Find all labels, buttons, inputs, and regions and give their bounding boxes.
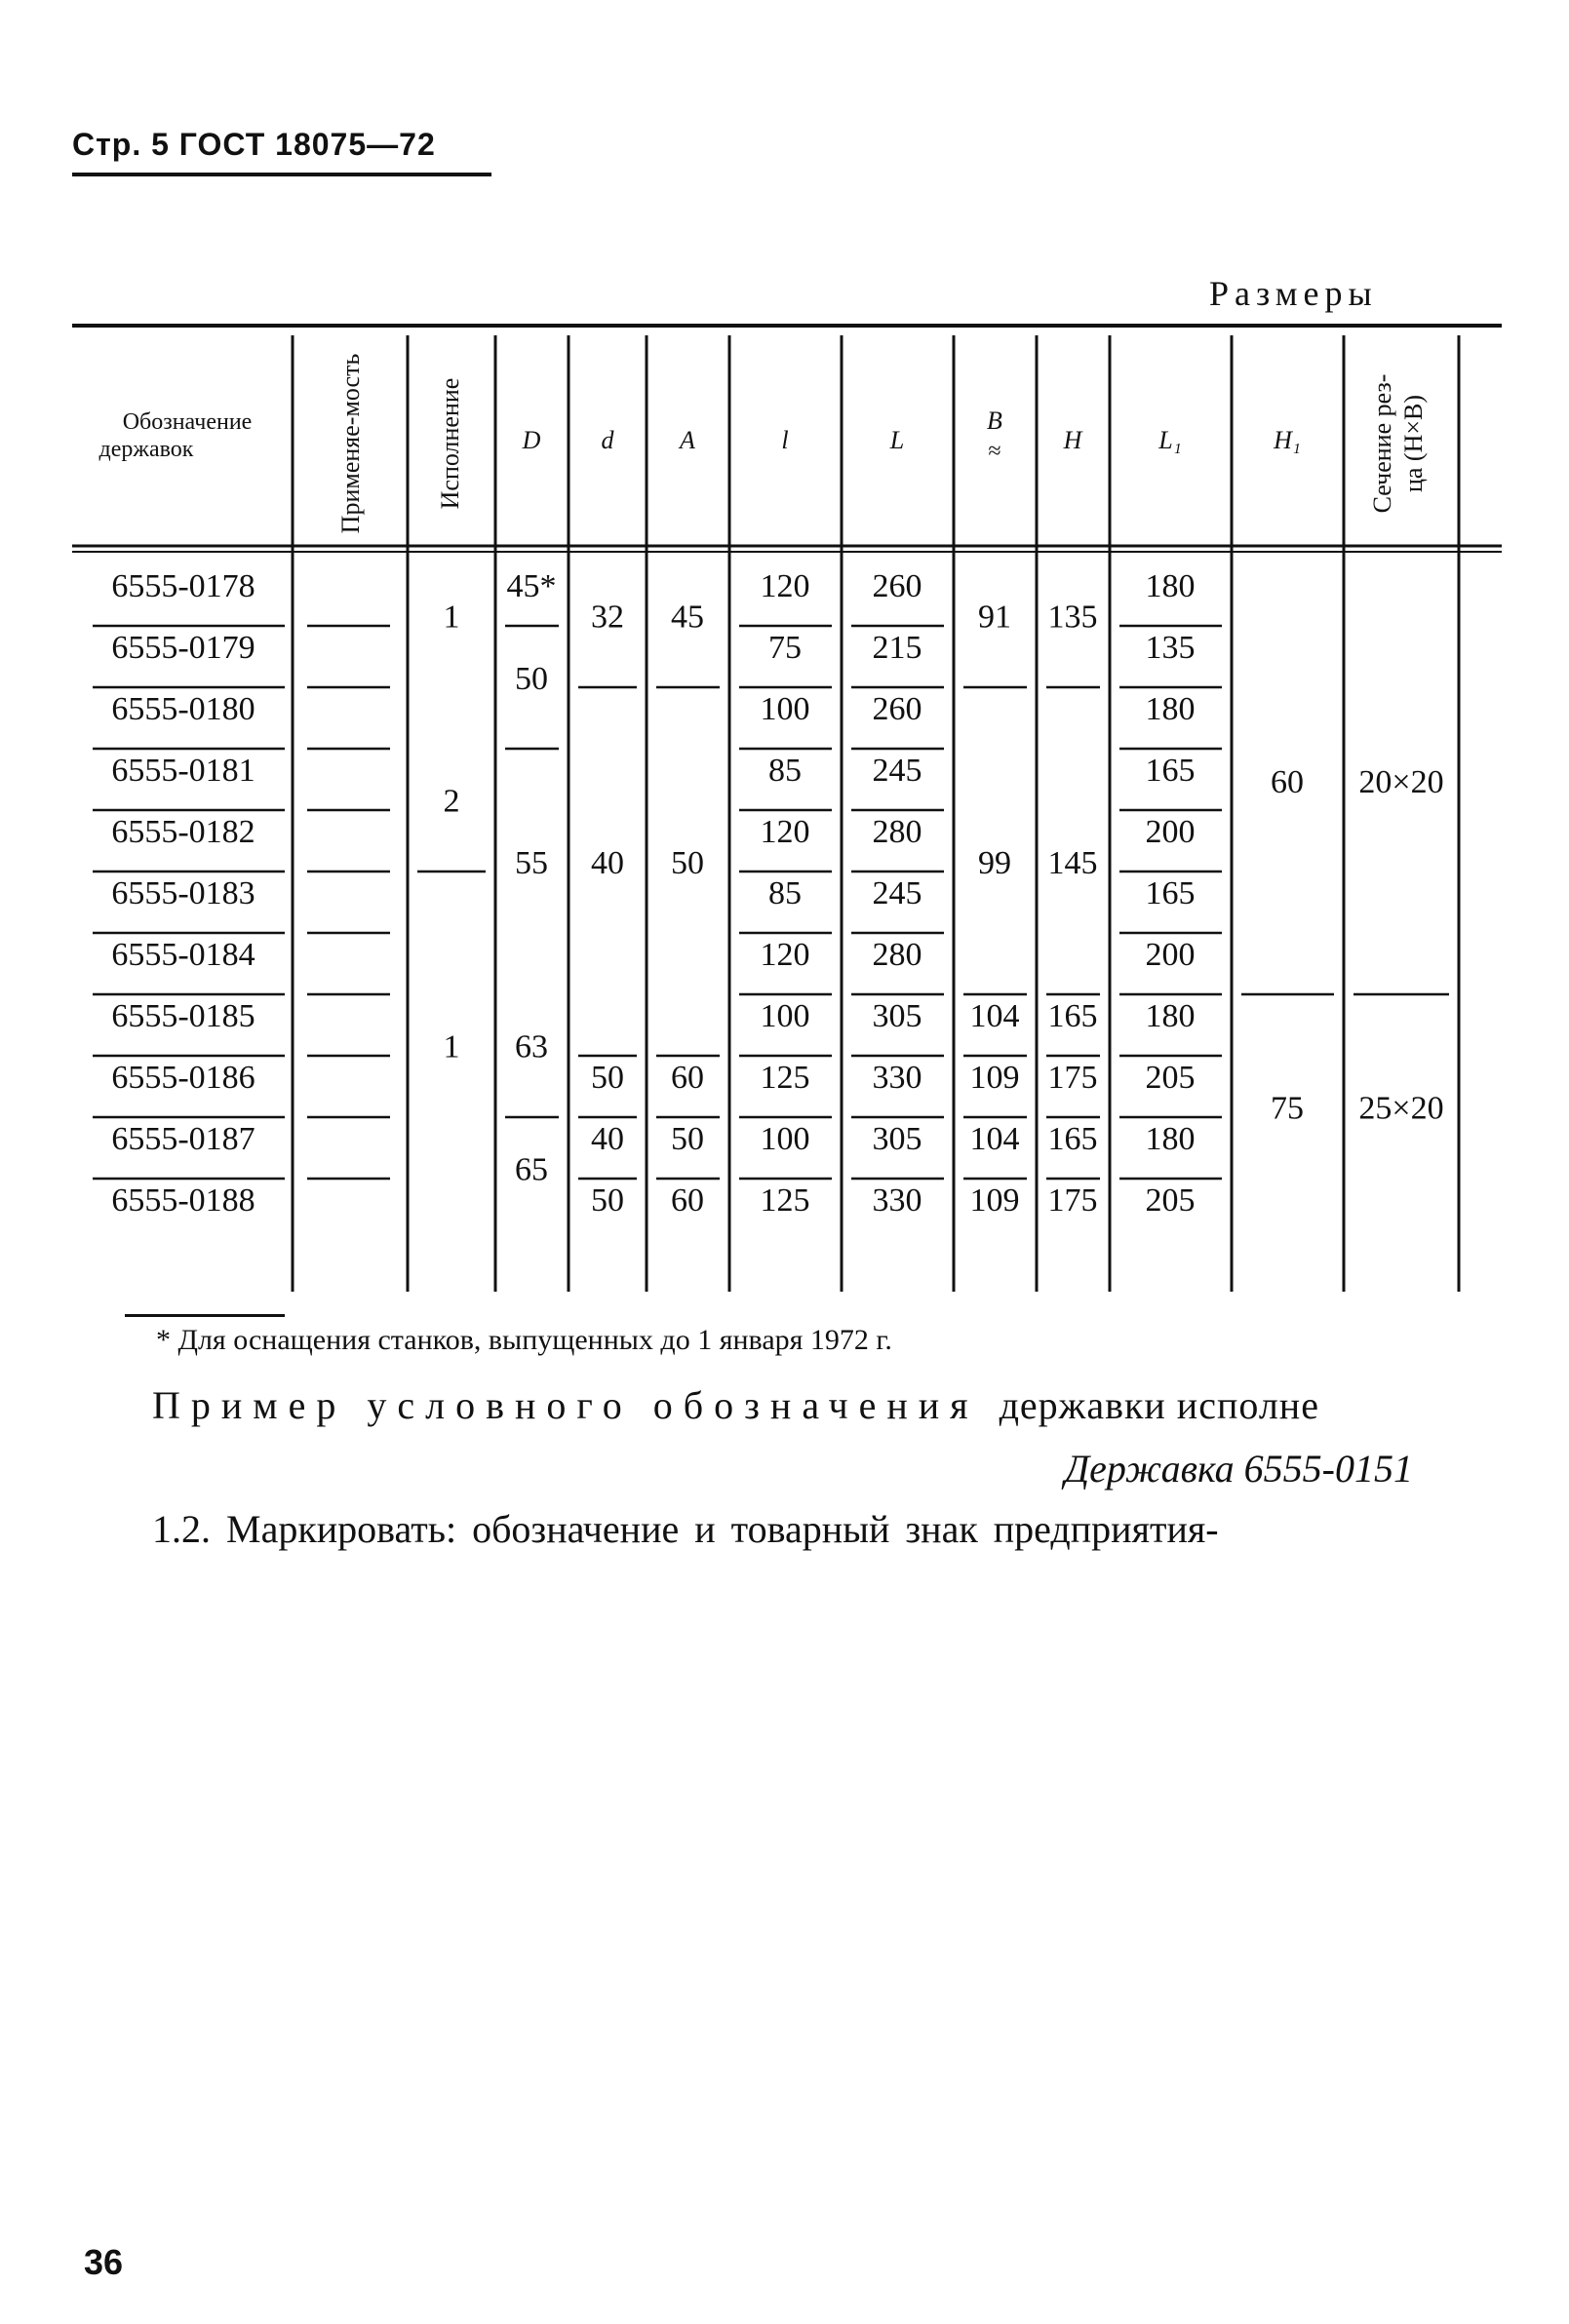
- col-H1-header: H₁: [1274, 426, 1301, 454]
- L1-cell: 200: [1145, 814, 1196, 850]
- B-cell: 109: [969, 1060, 1020, 1096]
- L1-cell: 205: [1145, 1182, 1196, 1219]
- col-D-header: D: [522, 426, 541, 454]
- B-cell: 91: [978, 599, 1011, 636]
- H-cell: 165: [1047, 998, 1098, 1034]
- designation-cell: 6555-0185: [111, 998, 255, 1034]
- col-d-header: d: [601, 426, 614, 454]
- D-cell: 45*: [506, 568, 557, 604]
- designation-cell: 6555-0188: [111, 1182, 255, 1219]
- L1-cell: 180: [1145, 691, 1196, 727]
- d-cell: 50: [591, 1182, 624, 1219]
- section-cell: 25×20: [1358, 1090, 1444, 1127]
- L1-cell: 165: [1145, 753, 1196, 789]
- designation-cell: 6555-0180: [111, 691, 255, 727]
- L-cell: 215: [872, 630, 922, 666]
- L-cell: 260: [872, 568, 922, 604]
- L-cell: 245: [872, 753, 922, 789]
- designation-cell: 6555-0186: [111, 1060, 255, 1096]
- L1-cell: 180: [1145, 1121, 1196, 1157]
- A-cell: 60: [671, 1060, 704, 1096]
- H-cell: 145: [1047, 845, 1098, 881]
- H1-cell: 60: [1271, 764, 1304, 800]
- designation-cell: 6555-0184: [111, 937, 255, 973]
- l-cell: 100: [760, 691, 810, 727]
- version-cell: 2: [443, 783, 460, 820]
- l-cell: 100: [760, 1121, 810, 1157]
- page-number: 36: [84, 2242, 124, 2282]
- L1-cell: 180: [1145, 568, 1196, 604]
- holder-example: Державка 6555-0151: [1064, 1447, 1413, 1491]
- l-cell: 85: [768, 875, 802, 911]
- l-cell: 125: [760, 1182, 810, 1219]
- col-A-header: A: [680, 426, 695, 454]
- d-cell: 40: [591, 1121, 624, 1157]
- table-cells: [93, 568, 1449, 1219]
- version-cell: 1: [443, 1028, 460, 1065]
- l-cell: 125: [760, 1060, 810, 1096]
- section-cell: 20×20: [1358, 764, 1444, 800]
- col-designation-header: Обозначение державок: [98, 409, 253, 462]
- A-cell: 50: [671, 845, 704, 881]
- A-cell: 45: [671, 599, 704, 636]
- l-cell: 120: [760, 937, 810, 973]
- marking-clause: 1.2. Маркировать: обозначение и товарный знак предприятия-: [152, 1507, 1219, 1551]
- L-cell: 330: [872, 1060, 922, 1096]
- col-B-approx: ≈: [988, 439, 1001, 464]
- col-section-header-2: ца (H×B): [1399, 394, 1428, 493]
- d-cell: 40: [591, 845, 624, 881]
- col-version-header: Исполнение: [436, 377, 464, 510]
- L1-cell: 165: [1145, 875, 1196, 911]
- A-cell: 50: [671, 1121, 704, 1157]
- d-cell: 50: [591, 1060, 624, 1096]
- col-applicability-header: Применяе-мость: [336, 353, 365, 534]
- L-cell: 280: [872, 937, 922, 973]
- designation-cell: 6555-0187: [111, 1121, 255, 1157]
- D-cell: 55: [515, 845, 548, 881]
- H1-cell: 75: [1271, 1090, 1304, 1127]
- designation-cell: 6555-0182: [111, 814, 255, 850]
- l-cell: 75: [768, 630, 802, 666]
- H-cell: 175: [1047, 1060, 1098, 1096]
- example-text: Пример условного обозначения: [152, 1383, 979, 1427]
- col-L1-header: L₁: [1158, 426, 1182, 454]
- H-cell: 165: [1047, 1121, 1098, 1157]
- page-label: Стр. 5: [72, 127, 170, 162]
- designation-cell: 6555-0178: [111, 568, 255, 604]
- footnote-rule: [125, 1314, 285, 1317]
- designation-cell: 6555-0179: [111, 630, 255, 666]
- L-cell: 305: [872, 1121, 922, 1157]
- B-cell: 99: [978, 845, 1011, 881]
- l-cell: 120: [760, 568, 810, 604]
- D-cell: 50: [515, 661, 548, 697]
- A-cell: 60: [671, 1182, 704, 1219]
- designation-cell: 6555-0181: [111, 753, 255, 789]
- col-l-header: l: [781, 426, 789, 454]
- designation-cell: 6555-0183: [111, 875, 255, 911]
- d-cell: 32: [591, 599, 624, 636]
- L-cell: 330: [872, 1182, 922, 1219]
- footnote: * Для оснащения станков, выпущенных до 1 января 1972 г.: [156, 1324, 892, 1356]
- H-cell: 175: [1047, 1182, 1098, 1219]
- B-cell: 104: [969, 998, 1020, 1034]
- L-cell: 280: [872, 814, 922, 850]
- L1-cell: 200: [1145, 937, 1196, 973]
- l-cell: 120: [760, 814, 810, 850]
- L1-cell: 135: [1145, 630, 1196, 666]
- L-cell: 305: [872, 998, 922, 1034]
- L1-cell: 180: [1145, 998, 1196, 1034]
- H-cell: 135: [1047, 599, 1098, 636]
- L-cell: 260: [872, 691, 922, 727]
- col-section-header-1: Сечение рез-: [1368, 373, 1396, 514]
- col-H-header: H: [1063, 426, 1082, 454]
- col-L-header: L: [889, 426, 905, 454]
- L1-cell: 205: [1145, 1060, 1196, 1096]
- D-cell: 63: [515, 1028, 548, 1065]
- standard-number: ГОСТ 18075—72: [178, 127, 436, 162]
- D-cell: 65: [515, 1151, 548, 1188]
- B-cell: 104: [969, 1121, 1020, 1157]
- l-cell: 85: [768, 753, 802, 789]
- version-cell: 1: [443, 599, 460, 636]
- l-cell: 100: [760, 998, 810, 1034]
- L-cell: 245: [872, 875, 922, 911]
- example-heading: [152, 1382, 1319, 1428]
- col-B-header: B: [987, 407, 1002, 435]
- sizes-caption: Размеры: [1209, 274, 1378, 313]
- example-tail: державки исполне: [999, 1383, 1319, 1427]
- B-cell: 109: [969, 1182, 1020, 1219]
